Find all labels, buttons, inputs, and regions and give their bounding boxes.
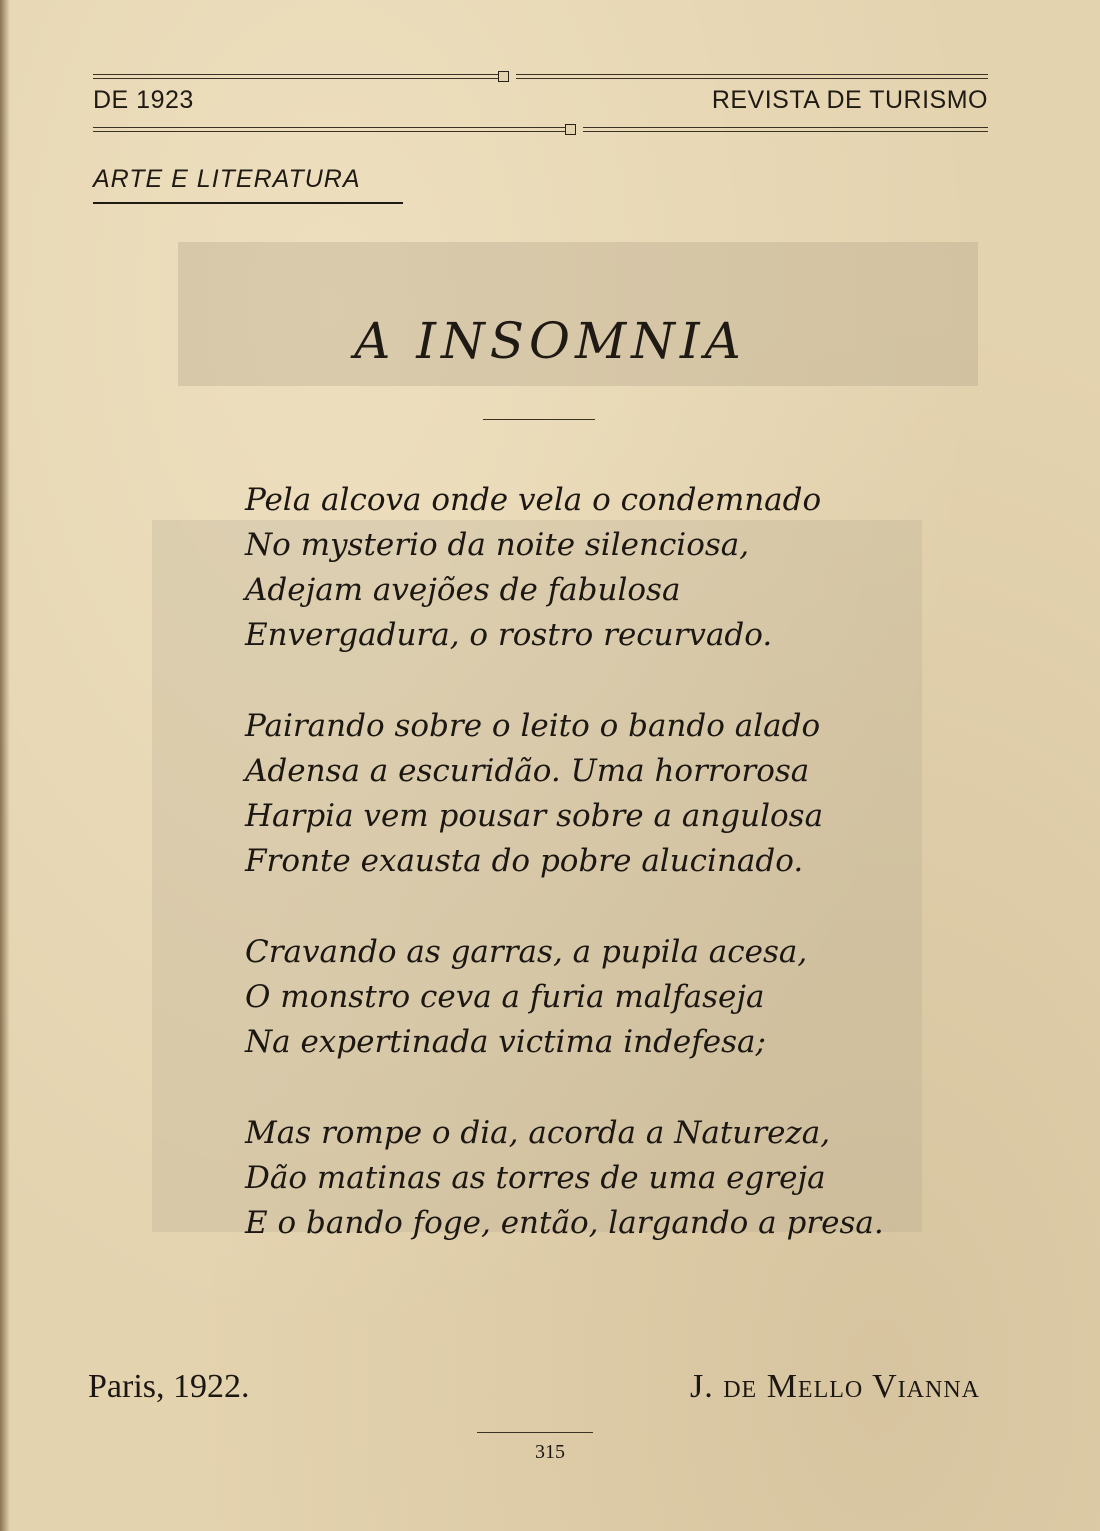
poem-line: E o bando foge, então, largando a presa. xyxy=(245,1205,884,1241)
page-number: 315 xyxy=(535,1441,565,1463)
poem-line: Adejam avejões de fabulosa xyxy=(245,572,681,608)
header-rule-top-left xyxy=(93,74,498,79)
stanza xyxy=(245,704,885,884)
title-divider xyxy=(483,419,595,420)
section-heading: ARTE E LITERATURA xyxy=(93,165,403,204)
header-rule-bottom-right xyxy=(583,127,988,132)
author-signature: J. de Mello Vianna xyxy=(689,1368,980,1405)
poem-line: Envergadura, o rostro recurvado. xyxy=(245,617,773,653)
poem-body xyxy=(245,478,885,1292)
header-ornament-top xyxy=(498,71,509,82)
header-rule-bottom-left xyxy=(93,127,565,132)
poem-line: O monstro ceva a furia malfaseja xyxy=(245,979,765,1015)
poem-line: Mas rompe o dia, acorda a Natureza, xyxy=(245,1115,831,1151)
header-rule-top-right xyxy=(516,74,988,79)
poem-title: A INSOMNIA xyxy=(354,312,746,370)
header-date: DE 1923 xyxy=(93,86,194,114)
poem-line: Harpia vem pousar sobre a angulosa xyxy=(245,798,824,834)
stanza xyxy=(245,930,885,1065)
page-number-rule xyxy=(477,1432,593,1433)
page-edge xyxy=(0,0,10,1531)
poem-line: Pairando sobre o leito o bando alado xyxy=(245,708,821,744)
stanza xyxy=(245,478,885,658)
poem-line: Fronte exausta do pobre alucinado. xyxy=(245,843,804,879)
stanza xyxy=(245,1111,885,1246)
header-magazine-title: REVISTA DE TURISMO xyxy=(711,86,988,114)
poem-line: No mysterio da noite silenciosa, xyxy=(245,527,750,563)
poem-line: Adensa a escuridão. Uma horrorosa xyxy=(245,753,810,789)
poem-line: Na expertinada victima indefesa; xyxy=(245,1024,766,1060)
header-ornament-bottom xyxy=(565,124,576,135)
poem-line: Pela alcova onde vela o condemnado xyxy=(245,482,822,518)
place-date: Paris, 1922. xyxy=(88,1368,250,1405)
poem-line: Dão matinas as torres de uma egreja xyxy=(245,1160,826,1196)
poem-line: Cravando as garras, a pupila acesa, xyxy=(245,934,808,970)
